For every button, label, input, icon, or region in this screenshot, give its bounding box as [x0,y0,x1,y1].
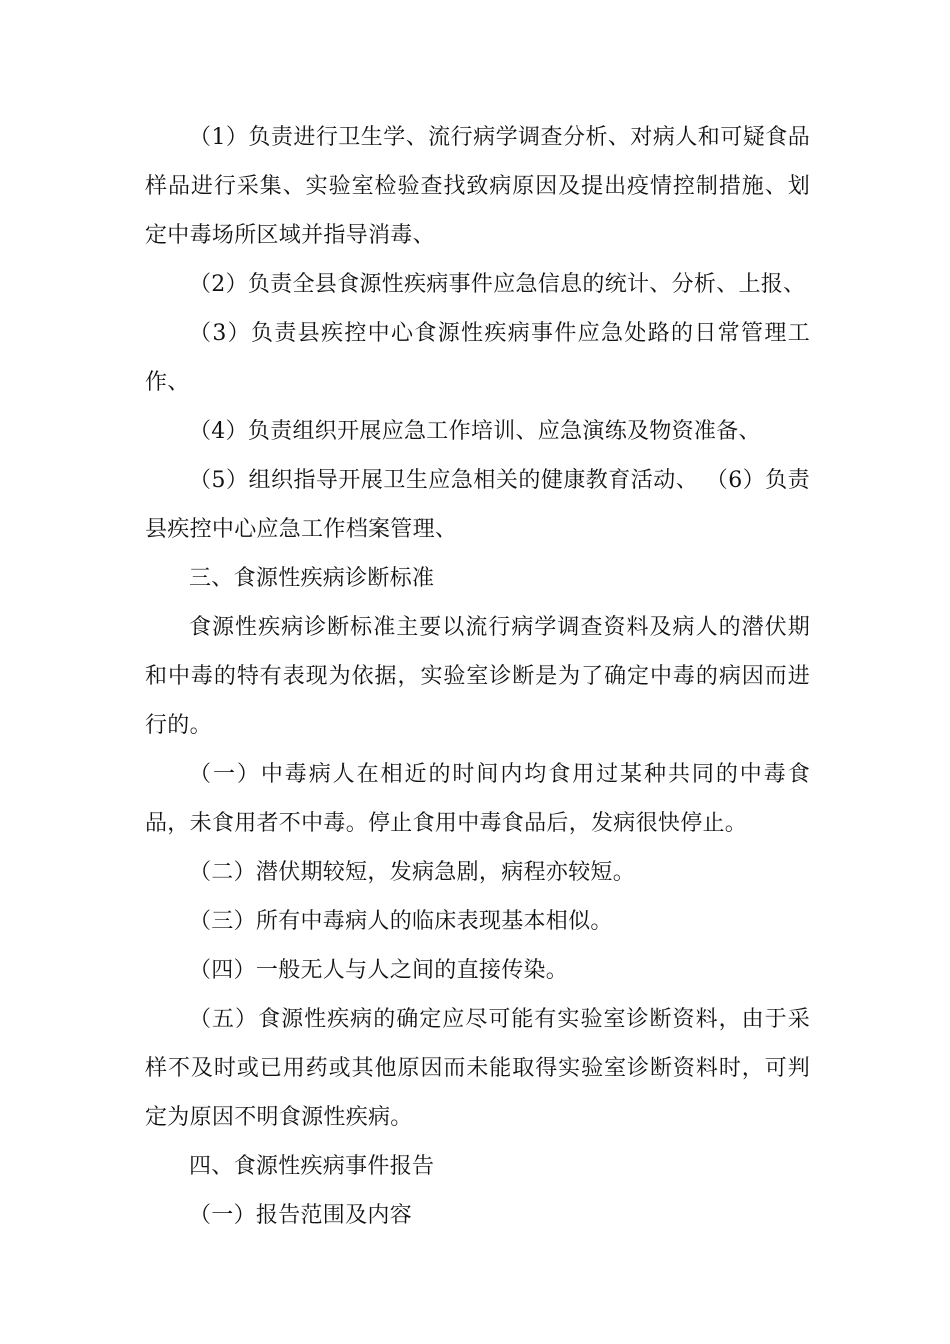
diagnosis-criterion-2: （二）潜伏期较短，发病急剧，病程亦较短。 [189,860,636,885]
diagnosis-criterion-5: （五）食源性疾病的确定应尽可能有实验室诊断资料，由于采样不及时或已用药或其他原因而未能取得实验室诊断资料时，可判定为原因不明食源性疾病。 [145,1007,810,1130]
diagnosis-criterion-1: （一）中毒病人在相近的时间内均食用过某种共同的中毒食品，未食用者不中毒。停止食用中毒食品后，发病很快停止。 [145,762,810,836]
section-heading-4: 四、食源性疾病事件报告 [189,1154,435,1179]
responsibility-item-3: （3）负责县疾控中心食源性疾病事件应急处路的日常管理工作、 [145,321,810,395]
subsection-heading-1: （一）报告范围及内容 [189,1203,413,1228]
section-heading-3: 三、食源性疾病诊断标准 [189,566,435,591]
responsibility-item-4: （4）负责组织开展应急工作培训、应急演练及物资准备、 [189,419,761,444]
responsibility-item-2: （2）负责全县食源性疾病事件应急信息的统计、分析、上报、 [189,272,806,297]
diagnosis-criterion-4: （四）一般无人与人之间的直接传染。 [189,958,569,983]
responsibility-item-1: （1）负责进行卫生学、流行病学调查分析、对病人和可疑食品样品进行采集、实验室检验查找致病原因及提出疫情控制措施、划定中毒场所区域并指导消毒、 [145,125,810,248]
diagnosis-intro-paragraph: 食源性疾病诊断标准主要以流行病学调查资料及病人的潜伏期和中毒的特有表现为依据，实验室诊断是为了确定中毒的病因而进行的。 [145,615,810,738]
document-body [145,113,810,1240]
responsibility-item-5-6: （5）组织指导开展卫生应急相关的健康教育活动、 （6）负责县疾控中心应急工作档案管理、 [145,468,810,542]
diagnosis-criterion-3: （三）所有中毒病人的临床表现基本相似。 [189,909,613,934]
